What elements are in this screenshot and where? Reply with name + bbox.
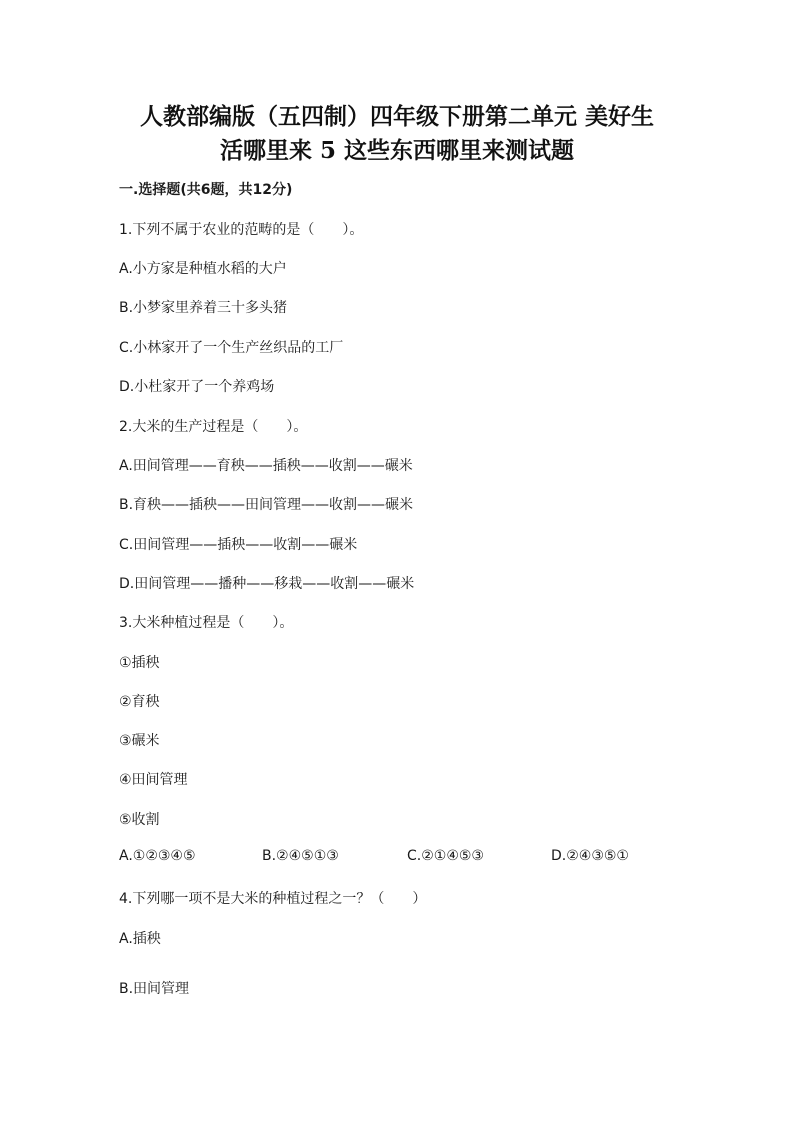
question-1-option-a: A.小方家是种植水稻的大户 bbox=[119, 261, 287, 277]
question-3-item-5: ⑤收割 bbox=[119, 812, 160, 828]
question-3-stem: 3.大米种植过程是（ ）。 bbox=[119, 615, 294, 631]
question-3-option-a: A.①②③④⑤ bbox=[119, 848, 196, 864]
question-3-option-d: D.②④③⑤① bbox=[551, 848, 629, 864]
question-1-option-c: C.小林家开了一个生产丝织品的工厂 bbox=[119, 340, 344, 356]
question-3-option-b: B.②④⑤①③ bbox=[262, 848, 339, 864]
question-2-stem: 2.大米的生产过程是（ ）。 bbox=[119, 419, 308, 435]
question-4-option-b: B.田间管理 bbox=[119, 981, 190, 997]
question-1-option-d: D.小杜家开了一个养鸡场 bbox=[119, 379, 275, 395]
question-4-option-a: A.插秧 bbox=[119, 931, 161, 947]
document-title-line-2: 活哪里来 5 这些东西哪里来测试题 bbox=[219, 137, 575, 164]
question-3-item-3: ③碾米 bbox=[119, 733, 160, 749]
question-2-option-d: D.田间管理——播种——移栽——收割——碾米 bbox=[119, 576, 415, 592]
question-4-stem: 4.下列哪一项不是大米的种植过程之一？（ ） bbox=[119, 891, 427, 907]
question-3-item-4: ④田间管理 bbox=[119, 772, 188, 788]
question-3-item-2: ②育秧 bbox=[119, 694, 160, 710]
question-2-option-a: A.田间管理——育秧——插秧——收割——碾米 bbox=[119, 458, 413, 474]
question-3-item-1: ①插秧 bbox=[119, 655, 160, 671]
question-1-option-b: B.小梦家里养着三十多头猪 bbox=[119, 300, 288, 316]
section-heading: 一.选择题(共6题，共12分) bbox=[119, 182, 293, 198]
question-2-option-c: C.田间管理——插秧——收割——碾米 bbox=[119, 537, 358, 553]
question-2-option-b: B.育秧——插秧——田间管理——收割——碾米 bbox=[119, 497, 414, 513]
question-1-stem: 1.下列不属于农业的范畴的是（ ）。 bbox=[119, 222, 364, 238]
document-title-line-1: 人教部编版（五四制）四年级下册第二单元 美好生 bbox=[139, 103, 654, 130]
question-3-option-c: C.②①④⑤③ bbox=[407, 848, 484, 864]
